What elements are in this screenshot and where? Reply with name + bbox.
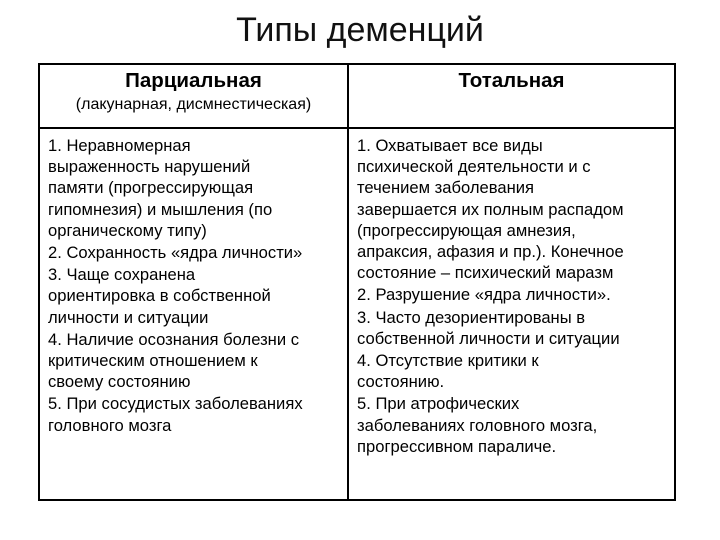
total-column-cell bbox=[348, 128, 675, 500]
partial-column-cell bbox=[39, 128, 348, 500]
total-item: 2. Разрушение «ядра личности». bbox=[357, 285, 611, 305]
column-title-partial: Парциальная bbox=[125, 69, 262, 92]
table-body-row bbox=[39, 128, 675, 500]
total-item: 5. При атрофических заболеваниях головного мозга, прогрессивном параличе. bbox=[357, 394, 598, 456]
table-header-row bbox=[39, 64, 675, 128]
total-item: 4. Отсутствие критики к состоянию. bbox=[357, 351, 539, 392]
total-item: 1. Охватывает все виды психической деятельности и с течением заболевания завершается их полным распадом (прогрессирующая амнезия, апраксия, афазия и пр.). Конечное состояние – психический маразм bbox=[357, 136, 624, 283]
dementia-types-table bbox=[38, 63, 676, 501]
slide-title: Типы деменций bbox=[236, 11, 484, 49]
partial-item: 1. Неравномерная выраженность нарушений памяти (прогрессирующая гипомнезия) и мышления (по органическому типу) bbox=[48, 136, 273, 240]
column-title-total: Тотальная bbox=[458, 69, 565, 92]
column-header-total bbox=[348, 64, 675, 128]
column-header-partial bbox=[39, 64, 348, 128]
partial-item: 4. Наличие осознания болезни с критическим отношением к своему состоянию bbox=[48, 329, 300, 392]
partial-item: 5. При сосудистых заболеваниях головного мозга bbox=[48, 394, 303, 435]
column-subtitle-partial: (лакунарная, дисмнестическая) bbox=[75, 96, 312, 113]
partial-item: 3. Чаще сохранена ориентировка в собственной личности и ситуации bbox=[48, 265, 271, 327]
total-item: 3. Часто дезориентированы в собственной личности и ситуации bbox=[357, 307, 620, 348]
partial-item: 2. Сохранность «ядра личности» bbox=[48, 243, 303, 263]
